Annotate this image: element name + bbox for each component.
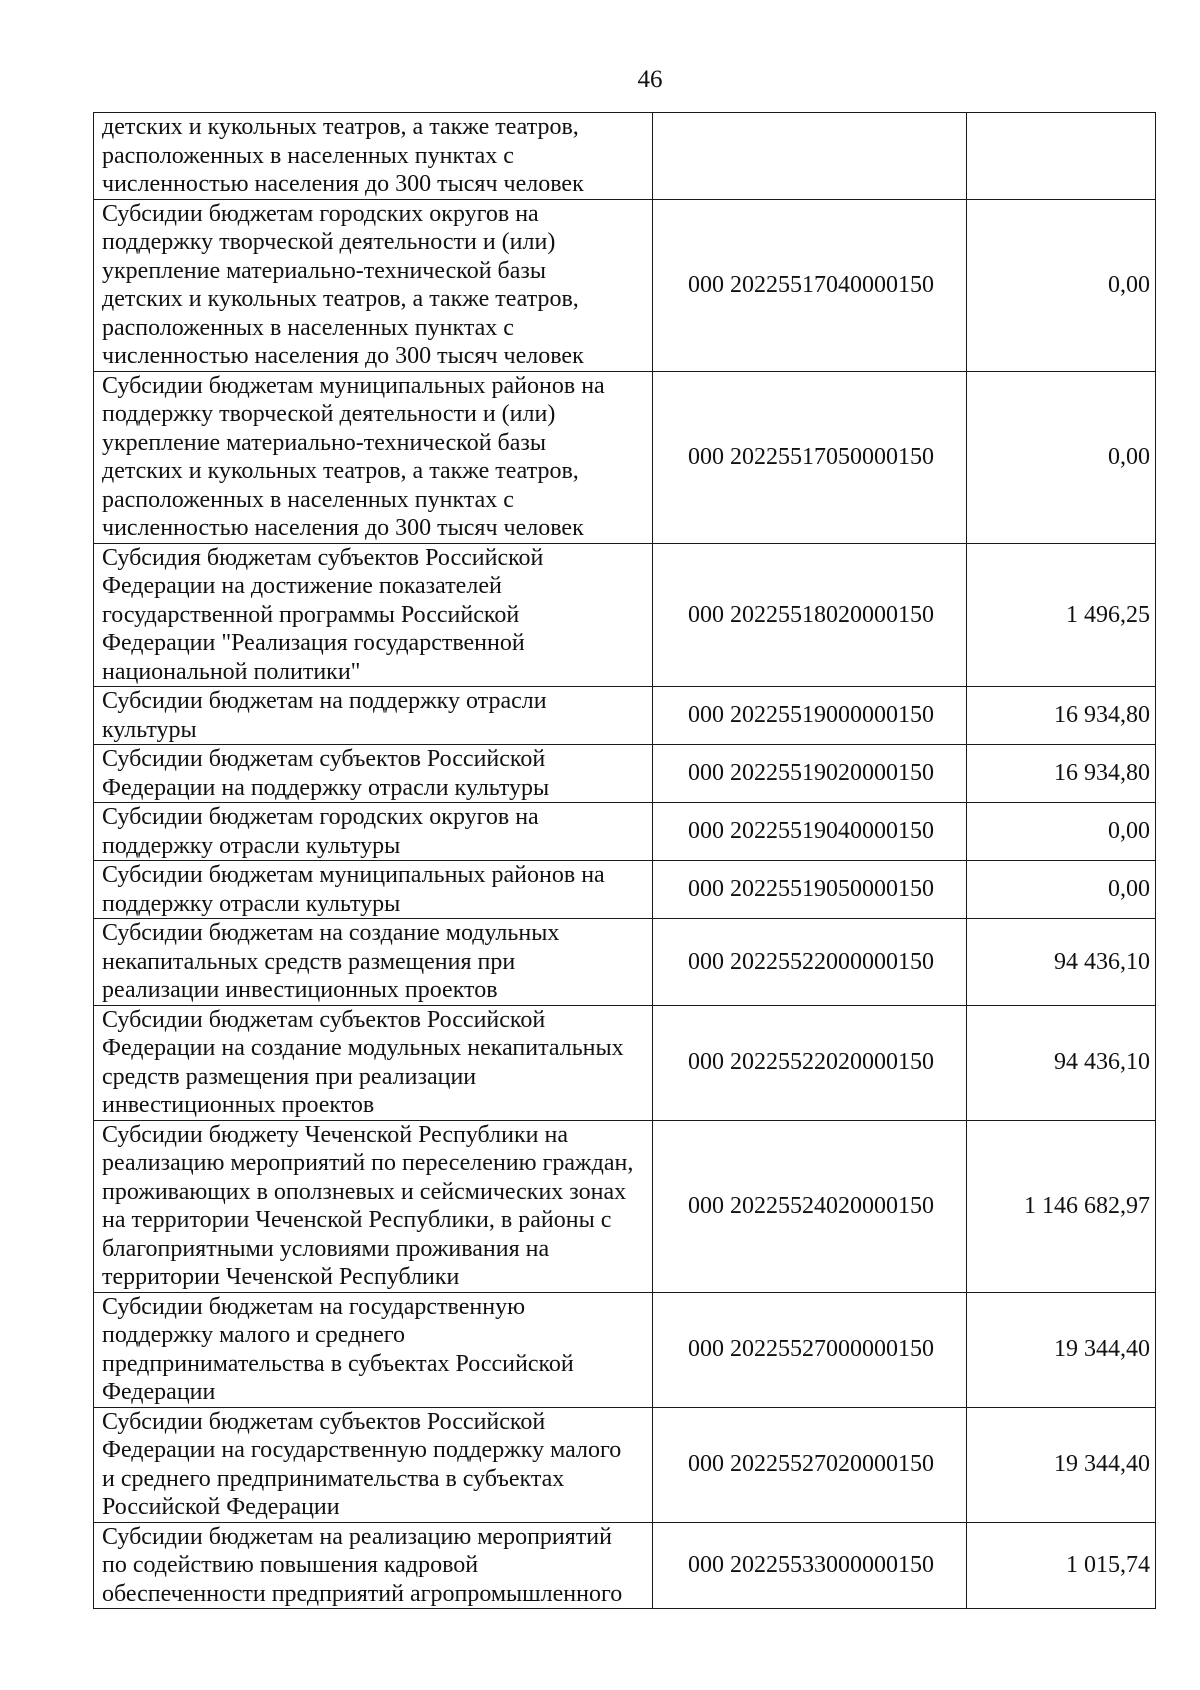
row-amount: 94 436,10	[967, 1005, 1156, 1120]
row-amount: 0,00	[967, 371, 1156, 543]
table-row	[94, 745, 1156, 803]
table-row	[94, 543, 1156, 687]
table-row	[94, 199, 1156, 371]
row-amount	[967, 113, 1156, 200]
row-budget-code: 000 20225533000000150	[653, 1522, 967, 1609]
row-budget-code: 000 20225519020000150	[653, 745, 967, 803]
row-amount: 0,00	[967, 199, 1156, 371]
row-budget-code: 000 20225522020000150	[653, 1005, 967, 1120]
row-description: Субсидии бюджетам субъектов Российской Федерации на государственную поддержку малого и среднего предпринимательства в субъектах Российской Федерации	[94, 1407, 653, 1522]
row-description: Субсидии бюджету Чеченской Республики на реализацию мероприятий по переселению граждан, проживающих в оползневых и сейсмических зонах на территории Чеченской Республики, в районы с благоприятными условиями проживания на территории Чеченской Республики	[94, 1120, 653, 1292]
table-row	[94, 371, 1156, 543]
row-budget-code: 000 20225517040000150	[653, 199, 967, 371]
table-row	[94, 113, 1156, 200]
row-description: Субсидии бюджетам на создание модульных некапитальных средств размещения при реализации инвестиционных проектов	[94, 919, 653, 1006]
row-budget-code: 000 20225518020000150	[653, 543, 967, 687]
table-row	[94, 1120, 1156, 1292]
row-amount: 19 344,40	[967, 1407, 1156, 1522]
row-amount: 94 436,10	[967, 919, 1156, 1006]
row-amount: 16 934,80	[967, 745, 1156, 803]
table-row	[94, 803, 1156, 861]
table-row	[94, 861, 1156, 919]
row-amount: 1 146 682,97	[967, 1120, 1156, 1292]
row-budget-code: 000 20225519000000150	[653, 687, 967, 745]
row-description: Субсидия бюджетам субъектов Российской Федерации на достижение показателей государственной программы Российской Федерации "Реализация государственной национальной политики"	[94, 543, 653, 687]
row-description: Субсидии бюджетам на реализацию мероприятий по содействию повышения кадровой обеспеченности предприятий агропромышленного	[94, 1522, 653, 1609]
row-budget-code	[653, 113, 967, 200]
row-amount: 0,00	[967, 803, 1156, 861]
budget-revenue-table	[93, 112, 1156, 1609]
row-amount: 19 344,40	[967, 1292, 1156, 1407]
row-amount: 16 934,80	[967, 687, 1156, 745]
table-row	[94, 1292, 1156, 1407]
row-amount: 0,00	[967, 861, 1156, 919]
row-budget-code: 000 20225522000000150	[653, 919, 967, 1006]
row-budget-code: 000 20225527020000150	[653, 1407, 967, 1522]
table-row	[94, 1005, 1156, 1120]
page-number: 46	[637, 66, 663, 93]
row-description: Субсидии бюджетам городских округов на поддержку отрасли культуры	[94, 803, 653, 861]
row-amount: 1 496,25	[967, 543, 1156, 687]
row-budget-code: 000 20225527000000150	[653, 1292, 967, 1407]
row-description: Субсидии бюджетам на поддержку отрасли культуры	[94, 687, 653, 745]
table-row	[94, 919, 1156, 1006]
row-amount: 1 015,74	[967, 1522, 1156, 1609]
row-budget-code: 000 20225519040000150	[653, 803, 967, 861]
row-description: Субсидии бюджетам субъектов Российской Федерации на поддержку отрасли культуры	[94, 745, 653, 803]
table-row	[94, 1407, 1156, 1522]
row-budget-code: 000 20225517050000150	[653, 371, 967, 543]
row-description: Субсидии бюджетам субъектов Российской Федерации на создание модульных некапитальных средств размещения при реализации инвестиционных проектов	[94, 1005, 653, 1120]
table-row	[94, 687, 1156, 745]
row-description: Субсидии бюджетам муниципальных районов на поддержку отрасли культуры	[94, 861, 653, 919]
row-description: Субсидии бюджетам муниципальных районов на поддержку творческой деятельности и (или) укрепление материально-технической базы детских и кукольных театров, а также театров, расположенных в населенных пунктах с численностью населения до 300 тысяч человек	[94, 371, 653, 543]
row-budget-code: 000 20225524020000150	[653, 1120, 967, 1292]
row-description: Субсидии бюджетам на государственную поддержку малого и среднего предпринимательства в субъектах Российской Федерации	[94, 1292, 653, 1407]
row-budget-code: 000 20225519050000150	[653, 861, 967, 919]
row-description: Субсидии бюджетам городских округов на поддержку творческой деятельности и (или) укрепление материально-технической базы детских и кукольных театров, а также театров, расположенных в населенных пунктах с численностью населения до 300 тысяч человек	[94, 199, 653, 371]
row-description: детских и кукольных театров, а также театров, расположенных в населенных пунктах с численностью населения до 300 тысяч человек	[94, 113, 653, 200]
table-row	[94, 1522, 1156, 1609]
